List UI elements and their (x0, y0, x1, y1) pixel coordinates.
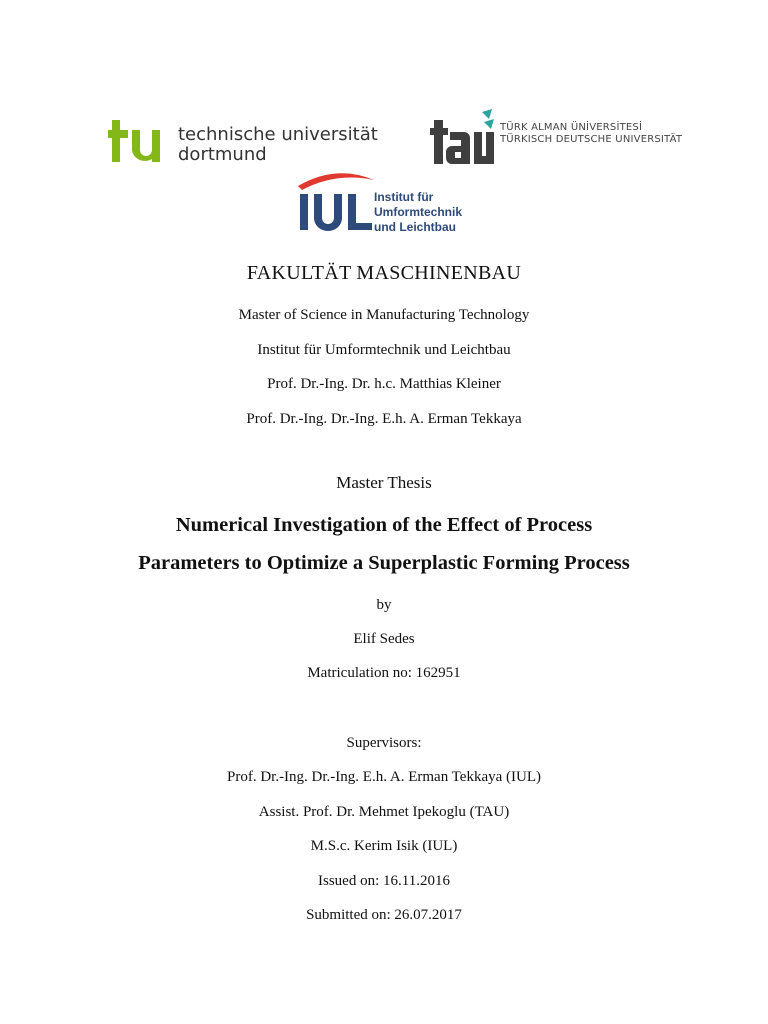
submitted-date: Submitted on: 26.07.2017 (306, 907, 462, 923)
supervisors-label: Supervisors: (346, 735, 422, 751)
tau-logo (430, 108, 690, 166)
thesis-title-line1: Numerical Investigation of the Effect of Process (175, 514, 593, 536)
iul-name-line1: Institut für (374, 190, 434, 204)
tu-name-line2: dortmund (178, 144, 267, 165)
author-name: Elif Sedes (353, 631, 415, 647)
faculty-heading: FAKULTÄT MASCHINENBAU (246, 262, 522, 284)
supervisor-3: M.S.c. Kerim Isik (IUL) (310, 838, 458, 854)
tu-name-line1: technische universität (178, 124, 378, 145)
iul-logo (296, 170, 472, 236)
iul-name-line3: und Leichtbau (374, 220, 456, 234)
tau-name-line1: TÜRK ALMAN ÜNİVERSİTESİ (500, 122, 643, 133)
iul-logo-mark (296, 170, 374, 236)
supervisor-1: Prof. Dr.-Ing. Dr.-Ing. E.h. A. Erman Tekkaya (IUL) (226, 769, 541, 785)
supervisor-2: Assist. Prof. Dr. Mehmet Ipekoglu (TAU) (258, 804, 510, 820)
program-name: Master of Science in Manufacturing Technology (238, 307, 530, 323)
tau-name-line2: TÜRKISCH DEUTSCHE UNIVERSITÄT (500, 134, 683, 145)
thesis-title-line2: Parameters to Optimize a Superplastic Forming Process (138, 552, 630, 574)
tu-dortmund-logo (108, 116, 388, 168)
professor-2: Prof. Dr.-Ing. Dr.-Ing. E.h. A. Erman Tekkaya (246, 411, 522, 427)
issued-date: Issued on: 16.11.2016 (318, 873, 450, 889)
institute-name: Institut für Umformtechnik und Leichtbau (257, 342, 511, 358)
tau-logo-mark (430, 108, 496, 166)
iul-name-line2: Umformtechnik (374, 205, 463, 219)
matriculation-number: Matriculation no: 162951 (307, 665, 461, 681)
thesis-type: Master Thesis (336, 473, 432, 492)
professor-1: Prof. Dr.-Ing. Dr. h.c. Matthias Kleiner (267, 376, 501, 392)
tu-logo-mark (108, 118, 170, 164)
by-label: by (376, 597, 392, 613)
